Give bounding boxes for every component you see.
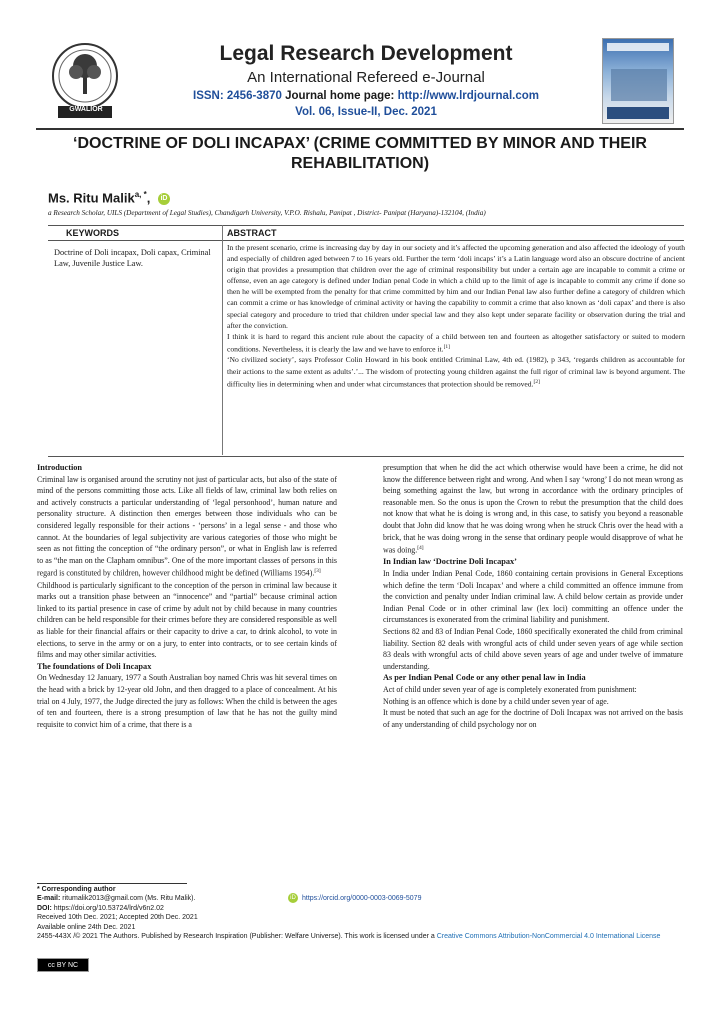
ipc-heading: As per Indian Penal Code or any other penal law in India — [383, 673, 586, 683]
journal-header — [36, 38, 684, 124]
author-name: Ms. Ritu Malik — [48, 190, 135, 206]
license-line: 2455-443X /© 2021 The Authors. Published by Research Inspiration (Publisher: Welfare Universe). This work is licensed under a Creative Commons Attribution-NonCommercial 4.0 International License — [37, 933, 661, 941]
available-date: Available online 24th Dec. 2021 — [37, 923, 136, 931]
right-column — [383, 462, 683, 730]
abstract-heading: ABSTRACT — [227, 228, 277, 238]
foundations-paragraph: On Wednesday 12 January, 1977 a South Australian boy named Chris was hit several times on the head with a brick by 12-year old John, and then dragged to a place of concealment. At his trial on 4 July, 1977, the Judge directed the jury as follows: When the child is between the ages of ten and fourteen, there is a strong presumption of law that he has not the guilty mind requisite to convict him of a crime, that there is a — [37, 673, 337, 729]
paper-title: ‘DOCTRINE OF DOLI INCAPAX’ (CRIME COMMITTED BY MINOR AND THEIR REHABILITATION) — [73, 135, 647, 172]
foundations-heading: The foundations of Doli Incapax — [37, 661, 152, 671]
journal-title: Legal Research Development — [219, 42, 513, 65]
issn: ISSN: 2456-3870 — [193, 90, 282, 102]
author-email[interactable]: ritumalik2013@gmail.com (Ms. Ritu Malik). — [62, 895, 196, 903]
indian-law-paragraph-1: In India under Indian Penal Code, 1860 containing certain provisions in General Exceptions which define the term ‘Doli Incapax’ and where a child committed an offence immune from the conviction and penalty under Indian criminal law. A child below certain as provide under Indian Penal Code or in other criminal law (lex loci) committing an offence under the circumstances is exonerated from the criminal liability and punishment. — [383, 568, 683, 625]
table-rule-top — [48, 225, 684, 226]
ipc-paragraph-1: Act of child under seven year of age is completely exonerated from punishment: — [383, 684, 637, 694]
header-divider — [36, 128, 684, 130]
table-divider — [222, 225, 223, 455]
continued-paragraph: presumption that when he did the act which otherwise would have been a crime, he did not know the difference between right and wrong. And when I say ‘wrong’ I do not mean wrong as being something against the law, but wrong in accordance with the ordinary principles of reasonable men. So the onus is upon the Crown to rebut the presumption that the child does not know that what he is doing is wrong and, in this case, to satisfy you beyond a reasonable doubt that John did know that he was doing wrong when he struck Chris over the head with a brick, that he was doing wrong in the sense that ordinary people would disapprove of what he was doing.[4] — [383, 463, 683, 555]
orcid-icon[interactable]: iD — [158, 193, 170, 205]
intro-paragraph-2: Childhood is particularly significant to the conception of the person in criminal law because it marks out a transition phase between an “innocence” and “partial” because criminal action linked to its partial presence in case of crime by adult not by child because in many countries children can be held responsible for their crimes before they are considered responsible as well as liable for their financial affairs or their capacity to drive a car, to drink alcohol, to vote in elections, to serve in the army or on a jury, to enter into contracts, or to see certain kinds of films and may other similar activities. — [37, 580, 337, 660]
left-column — [37, 462, 337, 730]
abstract-p3: ‘No civilized society’, says Professor Colin Howard in his book entitled Criminal Law, 4th ed. (1982), p 343, ‘regards children as accountable for their actions to the same extent as adults’.’... The wisdom of protecting young children against the full rigor of criminal law is beyond argument. The difficulty lies in determining when and under what circumstances that protection should be removed.[2] — [227, 355, 685, 389]
introduction-heading: Introduction — [37, 463, 83, 472]
homepage-label: Journal home page: — [285, 90, 395, 102]
keywords-heading: KEYWORDS — [66, 228, 120, 238]
abstract-body — [227, 242, 685, 389]
ref-1[interactable]: [1] — [443, 343, 450, 350]
journal-cover-thumbnail — [602, 38, 674, 124]
table-rule-bottom — [48, 456, 684, 457]
author-affiliation: a Research Scholar, UILS (Department of Legal Studies), Chandigarh University, V.P.O. Rishalu, Panipat , District- Panipat (Haryana)-132104, (India) — [48, 209, 486, 217]
keywords-text: Doctrine of Doli incapax, Doli capax, Criminal Law, Juvenile Justice Law. — [54, 248, 211, 268]
orcid-link[interactable]: iD https://orcid.org/0000-0003-0069-5079 — [288, 893, 421, 903]
abstract-p1: In the present scenario, crime is increasing day by day in our society and it’s affected the upcoming generation and also affected the ideology of youth and especially of children aged between 7 to 16 years old. Further the term ‘doli incaps’ it’s a Latin language word also an obscure doctrine of ancient origin that provides a presumption that children over the age of criminal responsibility but under a certain age are incapable to commit a crime or offense, even an age category is defined under Indian penal Code in which a child up to the limit of age is incapable to commit any crime if done so then he will be exempted from the penalty for that crime committed by him and our Indian Penal law also further define a category of children which can commit a crime or has knowledge of criminal activity or having the capability to commit a crime that also known as ‘doli capax’ and there is also special category and procedure to tried that children under special law and they also kept under separate facility or observation during the trial and after the conviction. — [227, 243, 685, 330]
author-line: Ms. Ritu Malik$^{a, *}$, iD — [48, 190, 170, 205]
received-date: Received 10th Dec. 2021; Accepted 20th Dec. 2021 — [37, 914, 198, 922]
corresponding-author-label: * Corresponding author — [37, 886, 116, 893]
footer: * Corresponding author E-mail: ritumalik2013@gmail.com (Ms. Ritu Malik). DOI: https://doi.org/10.53724/lrd/v6n2.02 Received 10th Dec. 2021; Accepted 20th Dec. 2021 Available online 24th Dec. 2021 2455-443X /© 2021 The Authors. Published by Research Inspiration (Publisher: Welfare Universe). This work is licensed under a Creative Commons Attribution-NonCommercial 4.0 International License — [37, 885, 677, 941]
ipc-paragraph-3: It must be noted that such an age for the doctrine of Doli Incapax was not arrived on the basis of any understanding of child psychology nor on — [383, 708, 683, 729]
doi-link[interactable]: https://doi.org/10.53724/lrd/v6n2.02 — [53, 904, 164, 912]
table-rule-mid — [48, 240, 684, 241]
license-link[interactable]: Creative Commons Attribution-NonCommercial 4.0 International License — [436, 933, 661, 941]
journal-subtitle: An International Refereed e-Journal — [247, 69, 485, 86]
logo-caption: GWALIOR — [69, 106, 103, 113]
abstract-p2: I think it is hard to regard this ancient rule about the capacity of a child between ten and fourteen as altogether satisfactory or suited to modern conditions. Nevertheless, it is clearly the law and we have to enforce it.[1] — [227, 331, 685, 354]
footnote-rule — [37, 883, 187, 884]
author-marks: a, * — [134, 190, 147, 199]
ref-2[interactable]: [2] — [533, 378, 540, 385]
orcid-footer-icon: iD — [288, 893, 298, 903]
ipc-paragraph-2: Nothing is an offence which is done by a child under seven year of age. — [383, 696, 609, 706]
journal-volume: Vol. 06, Issue-II, Dec. 2021 — [295, 106, 437, 118]
journal-issn-line — [136, 90, 596, 102]
ref-3[interactable]: [3] — [314, 568, 321, 575]
indian-law-heading: In Indian law ‘Doctrine Doli Incapax’ — [383, 557, 517, 567]
intro-paragraph-1: Criminal law is organised around the scrutiny not just of particular acts, but also of the state of mind of the persons committing those acts. Like all fields of law, criminal law both relies on and actively constructs a particular understanding of ‘legal personhood’, human nature and personality structure. A distinction then emerges between those individuals who can be considered legally responsible for their actions - ‘persons’ in a legal sense - and those who cannot. At the boundaries of legal subjectivity are various categories of those who might be seen as not fitting the conception of “the ordinary person”, or what in English law is referred to as “the man on the Clapham omnibus”. One of the more important classes of persons in this regard is constituted by children, however childhood might be defined (Williams 1954).[3] — [37, 474, 337, 578]
cc-license-badge[interactable]: cc BY NC — [37, 958, 89, 972]
ref-4[interactable]: [4] — [417, 545, 424, 552]
homepage-link[interactable]: http://www.lrdjournal.com — [397, 90, 539, 102]
indian-law-paragraph-2: Sections 82 and 83 of Indian Penal Code, 1860 specifically exonerated the child from criminal liability. Section 82 deals with wrongful acts of child under seven years of age while section 83 deals with wrongful acts of child above seven years of age and under twelve of immature understanding. — [383, 626, 683, 671]
